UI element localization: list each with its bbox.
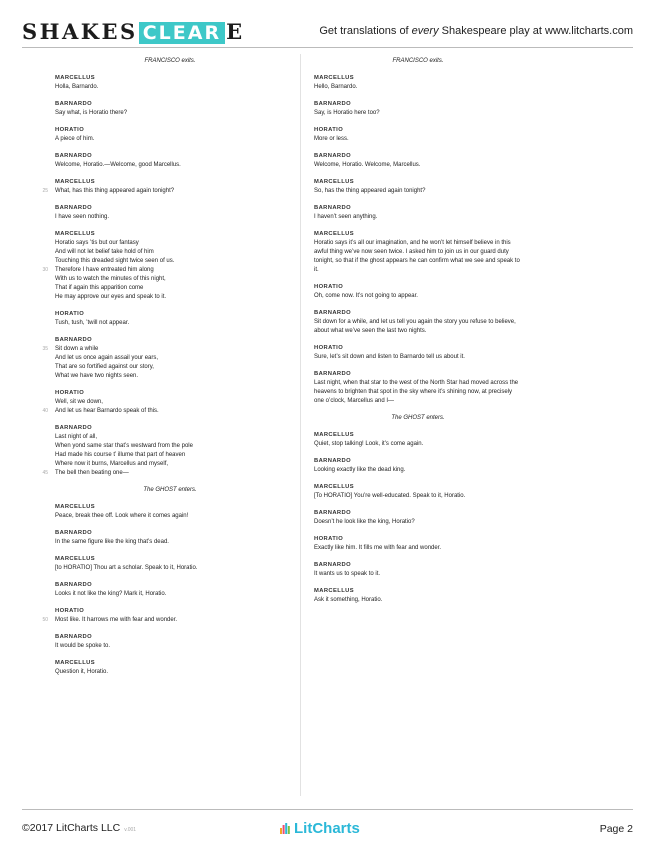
speech-block [55,555,285,573]
speaker-name: BARNARDO [314,510,352,516]
speaker-name: BARNARDO [55,337,93,343]
speech-line: He may approve our eyes and speak to it. [55,294,167,300]
speech-line: Had made his course t’ illume that part of heaven [55,452,186,458]
speech-line: Say what, is Horatio there? [55,110,128,116]
speaker-name: BARNARDO [55,582,93,588]
speech-line: Sit down a while [55,346,99,352]
speech-block [42,230,285,302]
speaker-name: BARNARDO [55,530,93,536]
speech-line: It would be spoke to. [55,643,111,649]
speaker-name: MARCELLUS [314,231,354,237]
speech-line: Doesn’t he look like the king, Horatio? [314,519,415,525]
header-divider [22,47,633,48]
speech-line: Holla, Barnardo. [55,84,99,90]
speech-block [55,633,285,651]
speech-line: [To HORATIO] You’re well-educated. Speak to it, Horatio. [314,493,466,499]
speaker-name: MARCELLUS [314,179,354,185]
version-label: v.001 [124,827,137,833]
speaker-name: BARNARDO [314,101,352,107]
speech-block [55,100,285,118]
speech-line: Sit down for a while, and let us tell you again the story you refuse to believe, about what we’ve seen the last two nights. [314,319,516,334]
speech-line: Quiet, stop talking! Look, it’s come again. [314,441,424,447]
speaker-name: BARNARDO [314,153,352,159]
speech-line: I haven’t seen anything. [314,214,378,220]
speaker-name: HORATIO [55,127,85,133]
speech-block [314,457,522,475]
page-number: Page 2 [599,823,633,835]
original-text-column [42,57,285,685]
speech-line: Touching this dreaded sight twice seen of us. [55,258,175,264]
speech-block [42,424,285,478]
bar-chart-icon [280,823,292,834]
speech-line: Looks it not like the king? Mark it, Horatio. [55,591,167,597]
speech-line: Looking exactly like the dead king. [314,467,406,473]
line-number: 45 [42,470,48,476]
speech-line: Welcome, Horatio. Welcome, Marcellus. [314,162,421,168]
speech-line: And will not let belief take hold of him [55,249,154,255]
speaker-name: BARNARDO [55,101,93,107]
speech-block [55,74,285,92]
speaker-name: BARNARDO [55,205,93,211]
speech-line: Most like. It harrows me with fear and wonder. [55,617,178,623]
speech-line: Peace, break thee off. Look where it comes again! [55,513,189,519]
speech-line: Welcome, Horatio.—Welcome, good Marcellus. [55,162,181,168]
speech-block [55,529,285,547]
speech-block [314,587,522,605]
speaker-name: MARCELLUS [55,75,95,81]
brand-text: LitCharts [294,820,360,837]
speech-block [314,204,522,222]
speech-block [55,126,285,144]
speaker-name: MARCELLUS [55,504,95,510]
promo-link[interactable]: Shakespeare play at www.litcharts.com [438,25,633,37]
speaker-name: MARCELLUS [55,179,95,185]
speaker-name: HORATIO [314,536,344,542]
speech-block [314,283,522,301]
speech-block [42,389,285,416]
stage-direction: The GHOST enters. [143,487,197,493]
speech-line: So, has the thing appeared again tonight? [314,188,426,194]
speech-block [314,509,522,527]
stage-direction: The GHOST enters. [391,415,445,421]
speech-line: Horatio says ’tis but our fantasy [55,240,139,246]
speech-line: Last night of all, [55,434,98,440]
speaker-name: MARCELLUS [314,588,354,594]
speech-line: Horatio says it’s all our imagination, and he won’t let himself believe in this awful thing we’ve now seen twice. I asked him to join us in our guard duty tonight, so that if the ghost appears he can confirm what we see and speak to it. [314,240,520,273]
speech-block [314,230,522,275]
speech-line: Exactly like him. It fills me with fear and wonder. [314,545,442,551]
speech-block [55,204,285,222]
speech-line: Where now it burns, Marcellus and myself, [55,461,169,467]
speech-line: In the same figure like the king that’s dead. [55,539,169,545]
speech-line: The bell then beating one— [55,470,129,476]
speech-block [314,74,522,92]
line-number: 25 [42,188,48,194]
speech-block [314,344,522,362]
speech-line: Question it, Horatio. [55,669,109,675]
speech-block [314,483,522,501]
speaker-name: BARNARDO [314,310,352,316]
speech-block [314,100,522,118]
speech-line: And let us once again assail your ears, [55,355,159,361]
speech-line: Therefore I have entreated him along [55,267,154,273]
speaker-name: BARNARDO [314,458,352,464]
speech-block [314,561,522,579]
speech-line: When yond same star that’s westward from the pole [55,443,193,449]
speech-block [55,659,285,677]
speech-line: Oh, come now. It’s not going to appear. [314,293,418,299]
logo-text-e: E [226,19,245,44]
speech-line: What, has this thing appeared again tonight? [55,188,175,194]
column-divider [300,54,301,796]
speech-line: More or less. [314,136,349,142]
speaker-name: BARNARDO [314,562,352,568]
speech-block [42,336,285,381]
speech-line: Well, sit we down, [55,399,103,405]
line-number: 40 [42,408,48,414]
speech-block [55,503,285,521]
page-header [22,18,633,46]
logo-text-shakes: SHAKES [22,19,138,44]
speaker-name: BARNARDO [55,634,93,640]
speech-line: It wants us to speak to it. [314,571,381,577]
speech-line: Last night, when that star to the west of the North Star had moved across the heavens to brighten that spot in the sky where it’s shining now, at precisely one o’clock, Marcellus and I— [314,380,519,404]
speech-block [55,581,285,599]
litcharts-logo[interactable] [280,820,360,837]
speech-line: [to HORATIO] Thou art a scholar. Speak to it, Horatio. [55,565,198,571]
shakesclear-logo [22,20,245,45]
speech-block [314,126,522,144]
promo-text: Get translations of every Shakespeare play at www.litcharts.com [319,25,633,37]
speech-line: Tush, tush, ’twill not appear. [55,320,130,326]
speech-block [314,370,522,406]
speaker-name: BARNARDO [55,425,93,431]
line-number: 35 [42,346,48,352]
speaker-name: MARCELLUS [314,484,354,490]
speaker-name: MARCELLUS [55,231,95,237]
speech-block [314,178,522,196]
speech-line: Ask it something, Horatio. [314,597,383,603]
speech-line: What we have two nights seen. [55,373,139,379]
speaker-name: MARCELLUS [55,660,95,666]
speech-line: With us to watch the minutes of this night, [55,276,166,282]
line-number: 50 [42,617,48,623]
speaker-name: HORATIO [314,345,344,351]
speech-line: Hello, Barnardo. [314,84,358,90]
stage-direction: FRANCISCO exits. [392,58,444,64]
modern-text-column [314,57,522,613]
speech-line: And let us hear Barnardo speak of this. [55,408,159,414]
speech-block [314,152,522,170]
speech-block [314,535,522,553]
page-footer [22,820,633,838]
speaker-name: MARCELLUS [314,432,354,438]
speaker-name: BARNARDO [314,205,352,211]
speaker-name: BARNARDO [314,371,352,377]
speech-block [55,310,285,328]
speech-line: A piece of him. [55,136,95,142]
speech-line: I have seen nothing. [55,214,110,220]
speaker-name: HORATIO [314,127,344,133]
speech-line: Sure, let’s sit down and listen to Barnardo tell us about it. [314,354,465,360]
speaker-name: MARCELLUS [55,556,95,562]
speech-block [314,431,522,449]
speaker-name: HORATIO [314,284,344,290]
line-number: 30 [42,267,48,273]
stage-direction: FRANCISCO exits. [144,58,196,64]
speaker-name: HORATIO [55,390,85,396]
speaker-name: HORATIO [55,608,85,614]
speech-block [55,152,285,170]
logo-text-clear: CLEAR [139,22,225,44]
speech-line: Say, is Horatio here too? [314,110,380,116]
speech-line: That if again this apparition come [55,285,144,291]
copyright: ©2017 LitCharts LLC v.001 [22,822,137,834]
speaker-name: HORATIO [55,311,85,317]
speech-block [42,607,285,625]
speech-block [42,178,285,196]
speaker-name: BARNARDO [55,153,93,159]
speech-line: That are so fortified against our story, [55,364,154,370]
footer-divider [22,809,633,810]
speech-block [314,309,522,336]
speaker-name: MARCELLUS [314,75,354,81]
